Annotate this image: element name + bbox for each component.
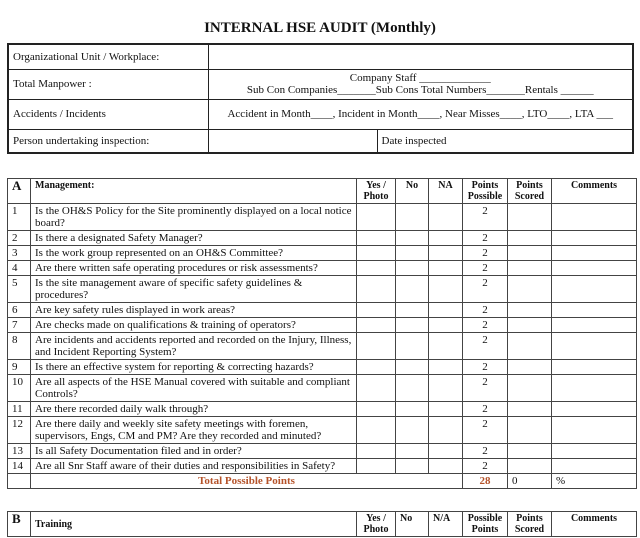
no-cell[interactable] (396, 204, 429, 231)
points-scored[interactable] (508, 276, 552, 303)
table-row (8, 459, 637, 474)
section-letter: B (8, 512, 31, 537)
question: Are all Snr Staff aware of their duties and responsibilities in Safety? (31, 459, 357, 474)
yes-cell[interactable] (357, 276, 396, 303)
row-number: 10 (8, 375, 31, 402)
na-cell[interactable] (429, 204, 463, 231)
row-number: 4 (8, 261, 31, 276)
na-cell[interactable] (429, 417, 463, 444)
yes-cell[interactable] (357, 333, 396, 360)
row-number: 14 (8, 459, 31, 474)
points-scored[interactable] (508, 204, 552, 231)
section-title: Training (31, 512, 357, 537)
no-cell[interactable] (396, 333, 429, 360)
manpower-field[interactable] (208, 69, 633, 99)
question: Is all Safety Documentation filed and in order? (31, 444, 357, 459)
question: Is the work group represented on an OH&S Committee? (31, 246, 357, 261)
comments-cell[interactable] (552, 231, 637, 246)
comments-cell[interactable] (552, 246, 637, 261)
table-row (8, 318, 637, 333)
question: Are all aspects of the HSE Manual covered with suitable and compliant Controls? (31, 375, 357, 402)
table-row (8, 204, 637, 231)
row-number: 3 (8, 246, 31, 261)
no-cell[interactable] (396, 360, 429, 375)
na-cell[interactable] (429, 375, 463, 402)
row-number: 13 (8, 444, 31, 459)
yes-cell[interactable] (357, 375, 396, 402)
no-cell[interactable] (396, 261, 429, 276)
header-possible: Points Possible (463, 179, 508, 204)
yes-cell[interactable] (357, 303, 396, 318)
management-table (7, 178, 637, 489)
points-possible: 2 (463, 318, 508, 333)
question: Is there an effective system for reporting & correcting hazards? (31, 360, 357, 375)
no-cell[interactable] (396, 444, 429, 459)
points-possible: 2 (463, 402, 508, 417)
no-cell[interactable] (396, 402, 429, 417)
table-row (8, 276, 637, 303)
points-possible: 2 (463, 417, 508, 444)
accidents-label: Accidents / Incidents (8, 99, 208, 129)
points-scored[interactable] (508, 417, 552, 444)
header-yes: Yes / Photo (357, 512, 396, 537)
manpower-line1: Company Staff _____________ (349, 72, 491, 84)
total-row (8, 474, 637, 489)
table-row (8, 402, 637, 417)
comments-cell[interactable] (552, 360, 637, 375)
points-possible: 2 (463, 375, 508, 402)
row-number: 6 (8, 303, 31, 318)
total-percent: % (552, 474, 637, 489)
question: Are there recorded daily walk through? (31, 402, 357, 417)
table-row (8, 231, 637, 246)
comments-cell[interactable] (552, 459, 637, 474)
header-na: N/A (429, 512, 463, 537)
row-number: 11 (8, 402, 31, 417)
na-cell[interactable] (429, 402, 463, 417)
no-cell[interactable] (396, 318, 429, 333)
row-number: 2 (8, 231, 31, 246)
points-possible: 2 (463, 246, 508, 261)
row-number: 9 (8, 360, 31, 375)
points-scored[interactable] (508, 246, 552, 261)
manpower-label: Total Manpower : (8, 69, 208, 99)
na-cell[interactable] (429, 459, 463, 474)
date-field[interactable]: Date inspected (377, 129, 633, 153)
total-label: Total Possible Points (31, 474, 463, 489)
na-cell[interactable] (429, 276, 463, 303)
header-yes: Yes / Photo (357, 179, 396, 204)
points-scored[interactable] (508, 402, 552, 417)
comments-cell[interactable] (552, 417, 637, 444)
no-cell[interactable] (396, 246, 429, 261)
yes-cell[interactable] (357, 459, 396, 474)
points-scored[interactable] (508, 318, 552, 333)
table-row (8, 375, 637, 402)
header-possible: Possible Points (463, 512, 508, 537)
points-possible: 2 (463, 444, 508, 459)
question: Is the OH&S Policy for the Site prominently displayed on a local notice board? (31, 204, 357, 231)
na-cell[interactable] (429, 444, 463, 459)
table-row (8, 444, 637, 459)
org-label: Organizational Unit / Workplace: (8, 44, 208, 69)
points-scored[interactable] (508, 333, 552, 360)
points-scored[interactable] (508, 360, 552, 375)
row-number: 5 (8, 276, 31, 303)
na-cell[interactable] (429, 360, 463, 375)
comments-cell[interactable] (552, 402, 637, 417)
yes-cell[interactable] (357, 204, 396, 231)
table-row (8, 303, 637, 318)
yes-cell[interactable] (357, 402, 396, 417)
row-number: 8 (8, 333, 31, 360)
no-cell[interactable] (396, 303, 429, 318)
section-letter: A (8, 179, 31, 204)
comments-cell[interactable] (552, 375, 637, 402)
na-cell[interactable] (429, 231, 463, 246)
page-title: INTERNAL HSE AUDIT (Monthly) (204, 20, 436, 36)
points-possible: 2 (463, 231, 508, 246)
no-cell[interactable] (396, 417, 429, 444)
points-scored[interactable] (508, 303, 552, 318)
na-cell[interactable] (429, 246, 463, 261)
header-no: No (396, 512, 429, 537)
row-number: 1 (8, 204, 31, 231)
accidents-field[interactable]: Accident in Month____, Incident in Month____, Near Misses____, LTO____, LTA ___ (208, 99, 633, 129)
no-cell[interactable] (396, 375, 429, 402)
yes-cell[interactable] (357, 246, 396, 261)
points-possible: 2 (463, 360, 508, 375)
table-row (8, 360, 637, 375)
info-table (7, 43, 634, 154)
no-cell[interactable] (396, 276, 429, 303)
table-row (8, 333, 637, 360)
comments-cell[interactable] (552, 318, 637, 333)
yes-cell[interactable] (357, 360, 396, 375)
question: Are key safety rules displayed in work areas? (31, 303, 357, 318)
table-row (8, 261, 637, 276)
question: Are incidents and accidents reported and recorded on the Injury, Illness, and Incident Reporting System? (31, 333, 357, 360)
yes-cell[interactable] (357, 261, 396, 276)
no-cell[interactable] (396, 231, 429, 246)
points-scored[interactable] (508, 375, 552, 402)
comments-cell[interactable] (552, 333, 637, 360)
header-scored: Points Scored (508, 512, 552, 537)
org-field[interactable] (208, 44, 633, 69)
question: Are there written safe operating procedures or risk assessments? (31, 261, 357, 276)
header-comments: Comments (552, 512, 637, 537)
header-na: NA (429, 179, 463, 204)
yes-cell[interactable] (357, 318, 396, 333)
header-scored: Points Scored (508, 179, 552, 204)
row-number: 7 (8, 318, 31, 333)
comments-cell[interactable] (552, 276, 637, 303)
comments-cell[interactable] (552, 204, 637, 231)
points-scored[interactable] (508, 231, 552, 246)
training-table (7, 511, 637, 537)
total-scored: 0 (508, 474, 552, 489)
na-cell[interactable] (429, 303, 463, 318)
row-number: 12 (8, 417, 31, 444)
points-possible: 2 (463, 333, 508, 360)
no-cell[interactable] (396, 459, 429, 474)
points-possible: 2 (463, 459, 508, 474)
yes-cell[interactable] (357, 231, 396, 246)
question: Are there daily and weekly site safety meetings with foremen, supervisors, Engs, CM and PM? Are they recorded and minuted? (31, 417, 357, 444)
points-scored[interactable] (508, 261, 552, 276)
yes-cell[interactable] (357, 444, 396, 459)
header-no: No (396, 179, 429, 204)
table-row (8, 246, 637, 261)
header-comments: Comments (552, 179, 637, 204)
manpower-line2: Sub Con Companies_______Sub Cons Total Numbers_______Rentals ______ (246, 84, 594, 96)
person-field[interactable] (208, 129, 377, 153)
points-possible: 2 (463, 303, 508, 318)
person-label: Person undertaking inspection: (8, 129, 208, 153)
yes-cell[interactable] (357, 417, 396, 444)
comments-cell[interactable] (552, 261, 637, 276)
comments-cell[interactable] (552, 303, 637, 318)
points-possible: 2 (463, 204, 508, 231)
na-cell[interactable] (429, 333, 463, 360)
points-possible: 2 (463, 261, 508, 276)
table-row (8, 417, 637, 444)
section-title: Management: (31, 179, 357, 204)
question: Is there a designated Safety Manager? (31, 231, 357, 246)
comments-cell[interactable] (552, 444, 637, 459)
points-scored[interactable] (508, 459, 552, 474)
question: Are checks made on qualifications & training of operators? (31, 318, 357, 333)
points-possible: 2 (463, 276, 508, 303)
na-cell[interactable] (429, 261, 463, 276)
points-scored[interactable] (508, 444, 552, 459)
total-possible: 28 (463, 474, 508, 489)
question: Is the site management aware of specific safety guidelines & procedures? (31, 276, 357, 303)
na-cell[interactable] (429, 318, 463, 333)
